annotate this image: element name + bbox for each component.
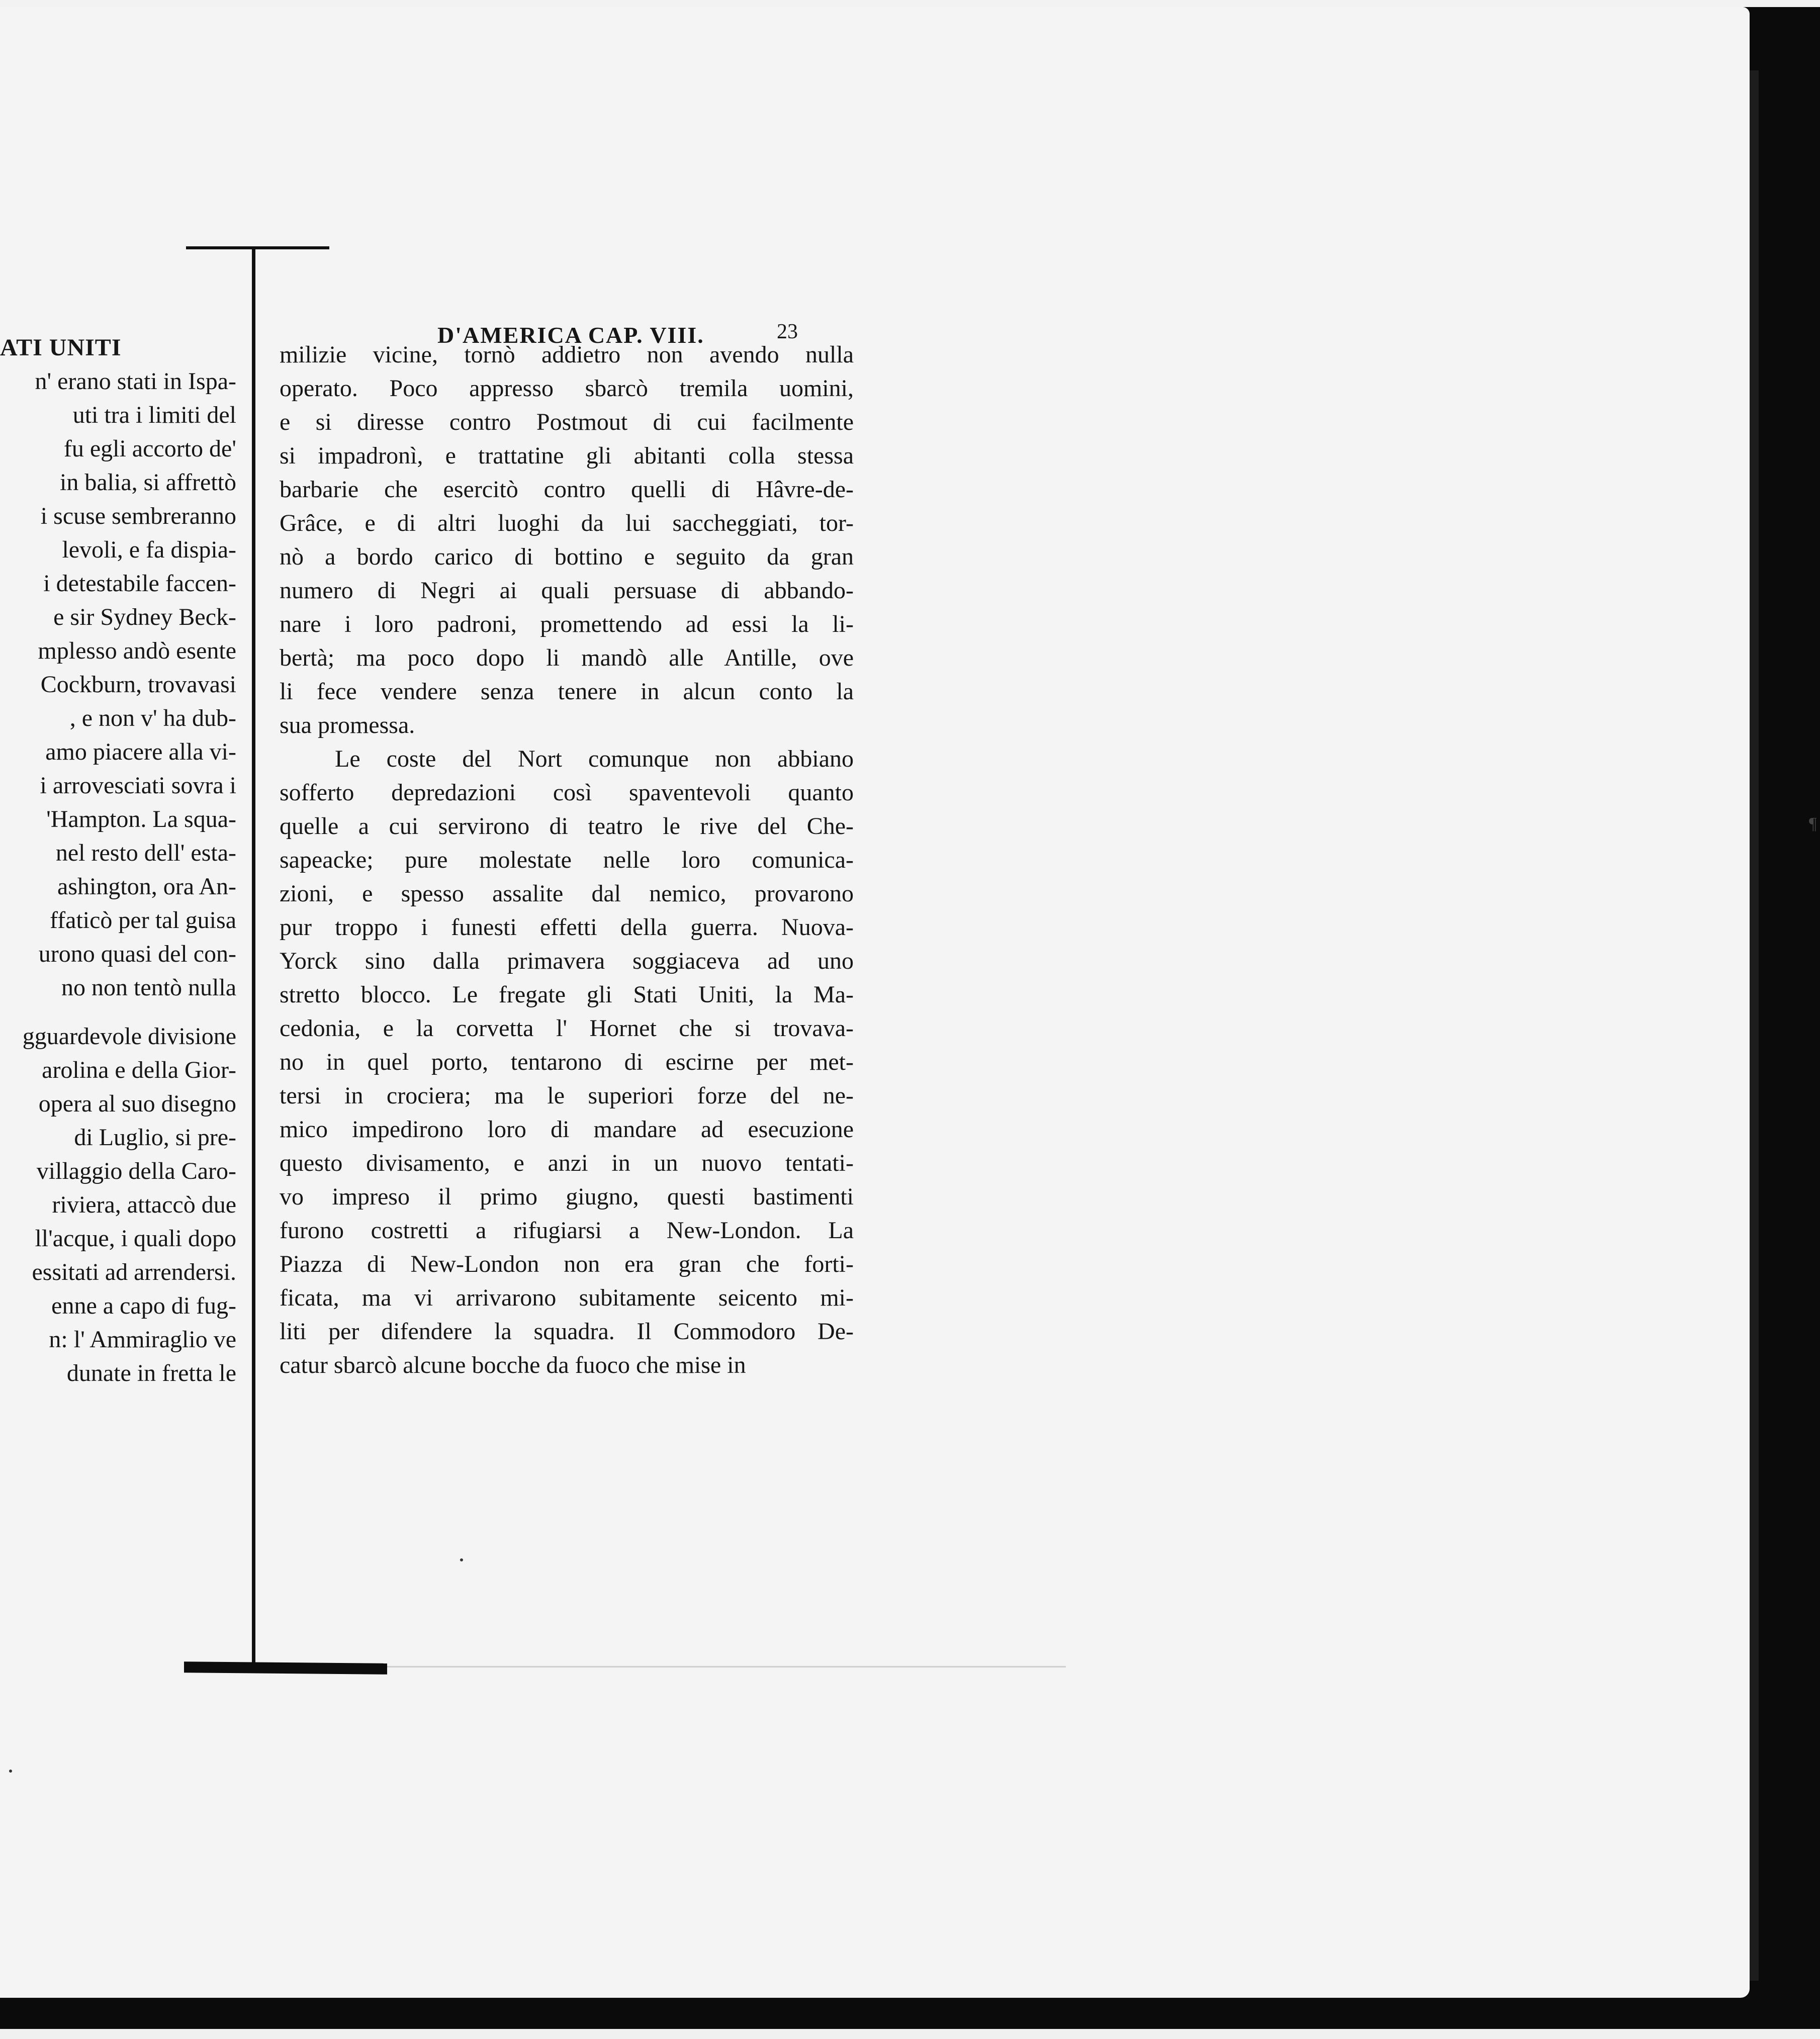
left-text-line: Cockburn, trovavasi [40,671,236,698]
right-text-line: vo impreso il primo giugno, questi bastimenti [280,1183,854,1210]
left-text-line: amo piacere alla vi- [45,738,236,765]
right-text-line: liti per difendere la squadra. Il Commodoro De- [280,1318,854,1345]
right-running-head: D'AMERICA CAP. VIII. [437,322,704,348]
left-text-line: uti tra i limiti del [72,402,236,428]
right-text-line: tersi in crociera; ma le superiori forze del ne- [280,1082,854,1109]
left-running-head: ATI UNITI [0,334,122,361]
gutter-clamp-top [186,246,329,249]
left-text-line: n' erano stati in Ispa- [35,368,236,395]
left-text-line: dunate in fretta le [66,1360,236,1386]
left-text-line: i detestabile faccen- [43,570,236,597]
left-text-line: 'Hampton. La squa- [46,806,236,832]
right-text-line: milizie vicine, tornò addietro non avendo nulla [280,341,854,368]
left-text-line: fu egli accorto de' [63,435,236,462]
right-text-line: nò a bordo carico di bottino e seguito da gran [280,543,854,570]
left-text-line: gguardevole divisione [22,1023,236,1050]
right-text-line: operato. Poco appresso sbarcò tremila uomini, [280,375,854,402]
right-text-line: sua promessa. [280,712,415,738]
right-text-line: si impadronì, e trattatine gli abitanti colla stessa [280,442,854,469]
right-text-line: catur sbarcò alcune bocche da fuoco che mise in [280,1352,746,1378]
right-text-line: zioni, e spesso assalite dal nemico, provarono [280,880,854,907]
right-page-lines [280,338,854,1382]
right-page-column [280,331,854,1382]
left-text-line: ffaticò per tal guisa [50,907,236,934]
left-text-line: arolina e della Gior- [42,1057,236,1083]
left-text-line: di Luglio, si pre- [74,1124,236,1151]
right-text-line: bertà; ma poco dopo li mandò alle Antille, ove [280,644,854,671]
right-text-line: Yorck sino dalla primavera soggiaceva ad uno [280,948,854,974]
left-text-line: no non tentò nulla [61,974,236,1001]
left-text-line [0,1004,236,1020]
right-text-line: ficata, ma vi arrivarono subitamente seicento mi- [280,1284,854,1311]
right-text-line: nare i loro padroni, promettendo ad essi la li- [280,611,854,637]
left-text-line: in balia, si affrettò [60,469,236,496]
right-text-line: Grâce, e di altri luoghi da lui saccheggiati, tor- [280,510,854,536]
left-text-line: ashington, ora An- [57,873,236,900]
book-page [0,7,1750,1998]
scan-top-border [0,0,1820,7]
right-text-line: no in quel porto, tentarono di escirne per met- [280,1049,854,1075]
left-text-line: i arrovesciati sovra i [40,772,236,799]
right-text-line: li fece vendere senza tenere in alcun conto la [280,678,854,705]
left-text-line: mplesso andò esente [38,637,236,664]
left-text-line: nel resto dell' esta- [55,840,236,866]
running-head-spacer [280,331,854,338]
edge-mark: ¶ [1809,814,1817,833]
left-text-line: ll'acque, i quali dopo [35,1225,236,1252]
left-text-line: villaggio della Caro- [36,1158,236,1184]
left-text-line: opera al suo disegno [38,1090,236,1117]
page-foot-line [387,1666,1066,1667]
speck [460,1558,463,1561]
speck [9,1770,12,1773]
left-text-line: , e non v' ha dub- [69,705,236,731]
right-text-line: numero di Negri ai quali persuase di abbando- [280,577,854,604]
right-text-line: questo divisamento, e anzi in un nuovo tentati- [280,1150,854,1176]
right-text-line: furono costretti a rifugiarsi a New-London. La [280,1217,854,1244]
left-text-line: urono quasi del con- [38,941,236,967]
scan-bottom-border [0,2029,1820,2039]
right-text-line: pur troppo i funesti effetti della guerra. Nuova- [280,914,854,941]
right-text-line: sofferto depredazioni così spaventevoli quanto [280,779,854,806]
right-text-line: barbarie che esercitò contro quelli di Hâvre-de- [280,476,854,503]
left-text-line: n: l' Ammiraglio ve [49,1326,236,1353]
right-text-line: quelle a cui servirono di teatro le rive del Che- [280,813,854,840]
left-text-line: essitati ad arrendersi. [32,1259,236,1285]
left-text-line: riviera, attaccò due [52,1191,236,1218]
right-text-line: sapeacke; pure molestate nelle loro comunica- [280,847,854,873]
left-text-line: levoli, e fa dispia- [62,536,236,563]
gutter-clamp-bottom [184,1661,387,1675]
right-text-line: e si diresse contro Postmout di cui facilmente [280,409,854,435]
page-number: 23 [777,320,798,343]
right-text-line: Piazza di New-London non era gran che forti- [280,1251,854,1277]
left-page-lines [0,364,236,1390]
right-text-line: cedonia, e la corvetta l' Hornet che si trovava- [280,1015,854,1042]
left-page-column [0,331,236,1390]
right-text-line: Le coste del Nort comunque non abbiano [335,746,854,772]
gutter-rule [252,248,255,1664]
left-text-line: enne a capo di fug- [51,1292,236,1319]
left-text-line: e sir Sydney Beck- [53,604,236,630]
left-text-line: i scuse sembreranno [40,503,236,529]
right-text-line: stretto blocco. Le fregate gli Stati Uniti, la Ma- [280,981,854,1008]
page-edge-shadow [1750,70,1759,1981]
right-text-line: mico impedirono loro di mandare ad esecuzione [280,1116,854,1143]
